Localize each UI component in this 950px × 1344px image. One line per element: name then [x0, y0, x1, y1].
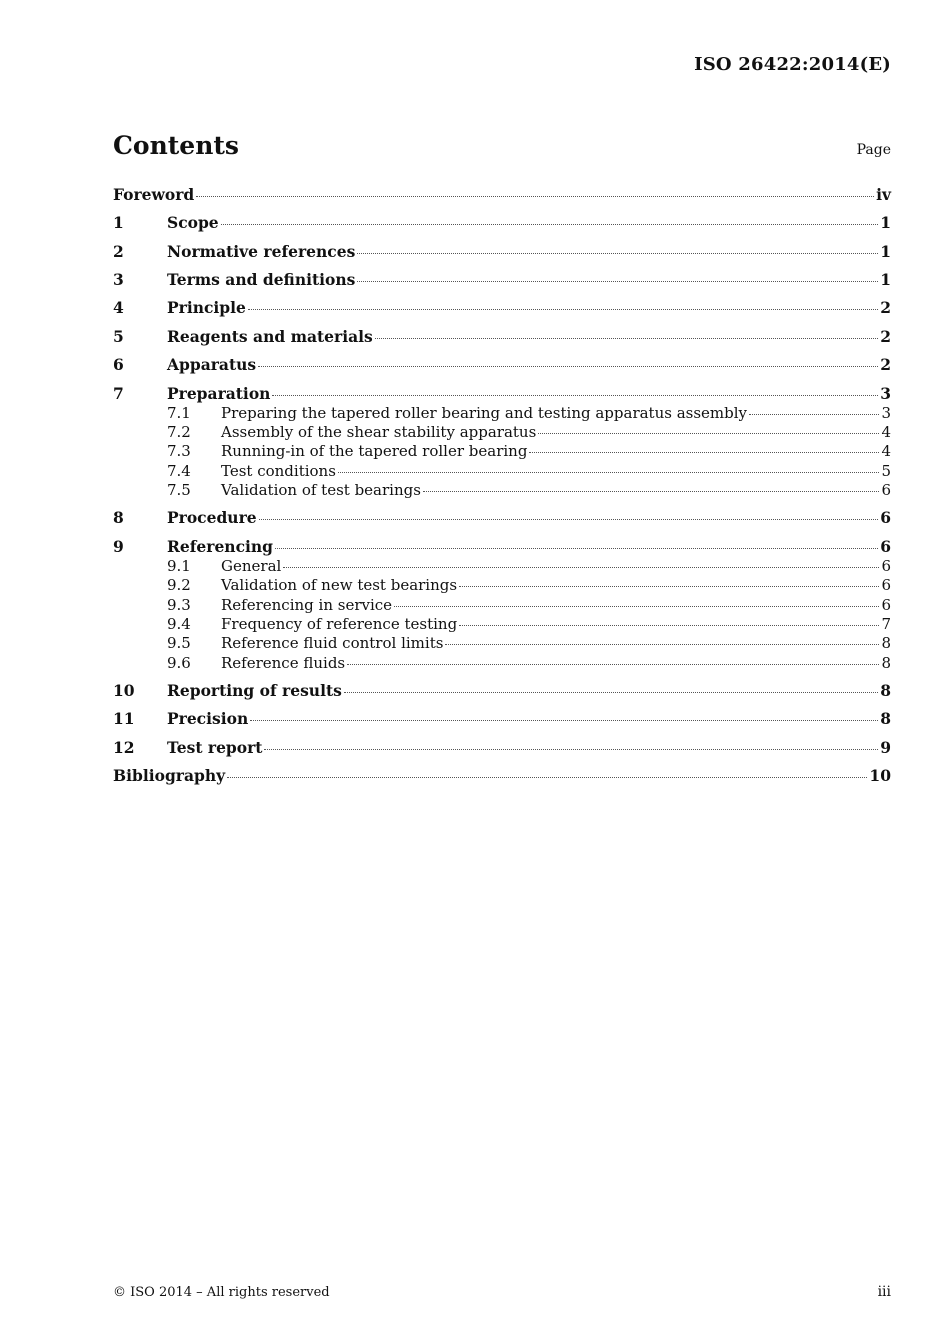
toc-dot-leader: [264, 749, 878, 750]
toc-entry-title[interactable]: Test conditions: [221, 462, 336, 480]
toc-entry-page[interactable]: 6: [881, 557, 891, 575]
toc-entry[interactable]: [113, 508, 891, 528]
toc-entry[interactable]: [113, 480, 891, 500]
toc-entry-page[interactable]: 1: [880, 242, 891, 261]
toc-entry-page[interactable]: 1: [880, 270, 891, 289]
toc-entry-title[interactable]: Precision: [167, 709, 249, 728]
toc-dot-leader: [357, 253, 878, 254]
toc-entry-number: 7.4: [167, 462, 191, 480]
toc-dot-leader: [375, 338, 878, 339]
toc-entry-number: 8: [113, 508, 124, 527]
toc-dot-leader: [283, 567, 879, 568]
toc-entry-title[interactable]: Terms and definitions: [167, 270, 356, 289]
toc-entry-page[interactable]: 8: [880, 681, 891, 700]
copyright-notice: © ISO 2014 – All rights reserved: [113, 1285, 330, 1300]
toc-entry[interactable]: [113, 575, 891, 595]
toc-entry-page[interactable]: 2: [880, 355, 891, 374]
toc-entry-number: 7.2: [167, 423, 191, 441]
toc-entry-title[interactable]: Reagents and materials: [167, 327, 373, 346]
toc-entry-page[interactable]: 5: [881, 462, 891, 480]
toc-entry-page[interactable]: 7: [881, 615, 891, 633]
toc-dot-leader: [459, 586, 879, 587]
toc-entry[interactable]: [113, 422, 891, 442]
toc-entry-title[interactable]: Referencing: [167, 537, 274, 556]
toc-dot-leader: [749, 414, 879, 415]
toc-entry-title[interactable]: Scope: [167, 213, 219, 232]
toc-entry-page[interactable]: 9: [880, 738, 891, 757]
toc-entry-page[interactable]: 1: [880, 213, 891, 232]
toc-dot-leader: [445, 644, 879, 645]
toc-entry-title[interactable]: Reference fluid control limits: [221, 634, 444, 652]
toc-entry[interactable]: [113, 403, 891, 423]
toc-dot-leader: [357, 281, 878, 282]
toc-entry-title[interactable]: Procedure: [167, 508, 257, 527]
toc-entry[interactable]: [113, 709, 891, 729]
toc-entry-title[interactable]: Preparing the tapered roller bearing and testing apparatus assembly: [221, 404, 748, 422]
toc-dot-leader: [529, 452, 879, 453]
toc-entry-title[interactable]: Preparation: [167, 384, 271, 403]
toc-entry-title[interactable]: Principle: [167, 298, 246, 317]
toc-entry-number: 10: [113, 681, 135, 700]
toc-entry[interactable]: [113, 213, 891, 233]
toc-dot-leader: [258, 366, 878, 367]
toc-entry[interactable]: [113, 270, 891, 290]
toc-entry[interactable]: [113, 242, 891, 262]
toc-entry[interactable]: [113, 653, 891, 673]
toc-entry-page[interactable]: 2: [880, 298, 891, 317]
toc-entry-number: 2: [113, 242, 124, 261]
toc-entry-page[interactable]: 6: [880, 508, 891, 527]
toc-entry-title[interactable]: Assembly of the shear stability apparatus: [221, 423, 537, 441]
toc-entry-page[interactable]: 6: [881, 596, 891, 614]
toc-dot-leader: [196, 196, 874, 197]
toc-entry-title[interactable]: Validation of test bearings: [221, 481, 421, 499]
toc-entry-number: 6: [113, 355, 124, 374]
contents-heading: Contents: [113, 131, 240, 160]
toc-entry-number: 5: [113, 327, 124, 346]
toc-dot-leader: [347, 664, 879, 665]
toc-entry-page[interactable]: 8: [881, 654, 891, 672]
toc-entry-number: 7.3: [167, 442, 191, 460]
toc-entry[interactable]: [113, 441, 891, 461]
toc-entry[interactable]: [113, 327, 891, 347]
page-column-label: Page: [856, 142, 891, 158]
toc-dot-leader: [459, 625, 879, 626]
toc-entry-page[interactable]: 8: [881, 634, 891, 652]
toc-entry-title[interactable]: Apparatus: [167, 355, 257, 374]
toc-dot-leader: [227, 777, 867, 778]
toc-entry-title[interactable]: General: [221, 557, 282, 575]
toc-entry-title[interactable]: Bibliography: [113, 766, 226, 785]
toc-entry-page[interactable]: 4: [881, 423, 891, 441]
toc-dot-leader: [221, 224, 879, 225]
toc-entry-number: 9.6: [167, 654, 191, 672]
toc-entry-number: 7.5: [167, 481, 191, 499]
toc-entry-title[interactable]: Foreword: [113, 185, 195, 204]
toc-entry[interactable]: [113, 614, 891, 634]
toc-dot-leader: [394, 606, 879, 607]
toc-entry-number: 9.5: [167, 634, 191, 652]
toc-dot-leader: [272, 395, 878, 396]
toc-entry-number: 9.4: [167, 615, 191, 633]
toc-dot-leader: [538, 433, 879, 434]
toc-entry-number: 7: [113, 384, 124, 403]
footer-page-number: iii: [877, 1284, 891, 1300]
toc-dot-leader: [344, 692, 878, 693]
toc-entry-page[interactable]: 6: [880, 537, 891, 556]
toc-entry-page[interactable]: 4: [881, 442, 891, 460]
toc-entry-page[interactable]: 6: [881, 576, 891, 594]
toc-entry[interactable]: [113, 537, 891, 557]
toc-entry-title[interactable]: Validation of new test bearings: [221, 576, 458, 594]
toc-entry[interactable]: [113, 384, 891, 404]
toc-entry-title[interactable]: Referencing in service: [221, 596, 393, 614]
toc-entry[interactable]: [113, 355, 891, 375]
toc-entry-page[interactable]: 3: [881, 404, 891, 422]
toc-entry-number: 3: [113, 270, 124, 289]
toc-entry[interactable]: [113, 298, 891, 318]
toc-dot-leader: [248, 309, 878, 310]
toc-entry-number: 9.3: [167, 596, 191, 614]
toc-entry-number: 11: [113, 709, 135, 728]
toc-entry-number: 4: [113, 298, 124, 317]
toc-entry-number: 9.1: [167, 557, 191, 575]
toc-entry[interactable]: [113, 556, 891, 576]
toc-entry-title[interactable]: Normative references: [167, 242, 356, 261]
toc-dot-leader: [338, 472, 880, 473]
toc-entry-page[interactable]: 3: [880, 384, 891, 403]
toc-entry-page[interactable]: 6: [881, 481, 891, 499]
toc-dot-leader: [275, 548, 878, 549]
toc-entry-page[interactable]: 10: [869, 766, 891, 785]
toc-entry-number: 12: [113, 738, 135, 757]
toc-entry[interactable]: [113, 633, 891, 653]
toc-entry-number: 9.2: [167, 576, 191, 594]
toc-entry-page[interactable]: 2: [880, 327, 891, 346]
toc-entry-title[interactable]: Reporting of results: [167, 681, 342, 700]
toc-entry-title[interactable]: Frequency of reference testing: [221, 615, 458, 633]
toc-entry-page[interactable]: 8: [880, 709, 891, 728]
toc-entry[interactable]: [113, 681, 891, 701]
toc-entry[interactable]: [113, 595, 891, 615]
toc-entry-number: 9: [113, 537, 124, 556]
toc-entry[interactable]: [113, 738, 891, 758]
toc-entry[interactable]: [113, 185, 891, 205]
toc-entry[interactable]: [113, 461, 891, 481]
toc-entry-title[interactable]: Test report: [167, 738, 263, 757]
toc-entry-title[interactable]: Reference fluids: [221, 654, 346, 672]
toc-entry-page[interactable]: iv: [876, 185, 891, 204]
document-identifier: ISO 26422:2014(E): [694, 54, 891, 75]
toc-entry-title[interactable]: Running-in of the tapered roller bearing: [221, 442, 528, 460]
toc-entry-number: 7.1: [167, 404, 191, 422]
toc-dot-leader: [250, 720, 878, 721]
toc-entry-number: 1: [113, 213, 124, 232]
toc-entry[interactable]: [113, 766, 891, 786]
toc-dot-leader: [259, 519, 879, 520]
toc-dot-leader: [423, 491, 880, 492]
